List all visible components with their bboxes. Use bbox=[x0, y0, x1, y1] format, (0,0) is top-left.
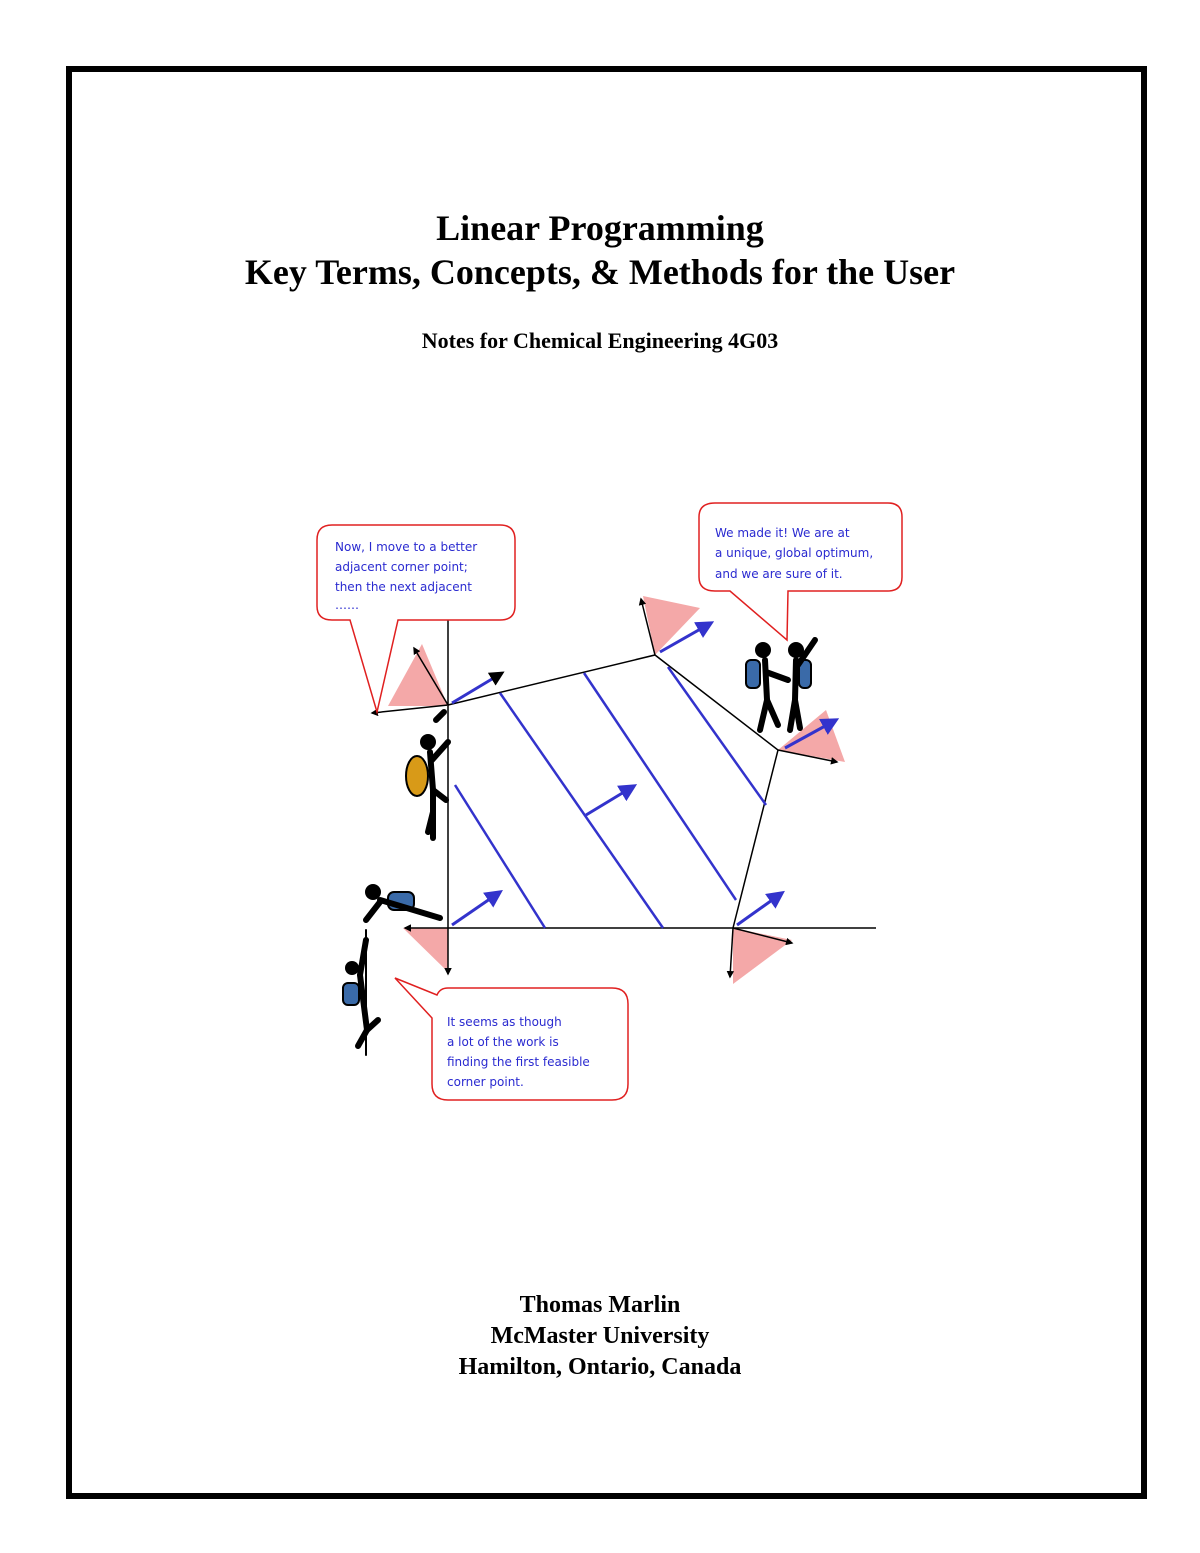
bubble-top-right-line-1: We made it! We are at bbox=[715, 526, 850, 540]
corner-triangles bbox=[388, 596, 845, 984]
bubble-top-left-line-2: adjacent corner point; bbox=[335, 560, 468, 574]
author-location: Hamilton, Ontario, Canada bbox=[458, 1354, 742, 1380]
bubble-bottom-line-4: corner point. bbox=[447, 1075, 524, 1089]
climbers-bottom bbox=[343, 884, 440, 1055]
title-line-1: Linear Programming bbox=[436, 208, 764, 248]
subtitle: Notes for Chemical Engineering 4G03 bbox=[421, 328, 779, 353]
bubble-bottom-line-2: a lot of the work is bbox=[447, 1035, 559, 1049]
bubble-top-left-line-1: Now, I move to a better bbox=[335, 540, 478, 554]
bubble-bottom-line-1: It seems as though bbox=[447, 1015, 562, 1029]
title-line-2: Key Terms, Concepts, & Methods for the User bbox=[244, 252, 956, 292]
author-name: Thomas Marlin bbox=[519, 1292, 681, 1318]
climbers-optimum bbox=[746, 640, 815, 730]
gradient-arrows bbox=[452, 623, 836, 925]
bubble-bottom-line-3: finding the first feasible bbox=[447, 1055, 590, 1069]
objective-contours bbox=[455, 667, 766, 928]
speech-bubble-top-right bbox=[699, 503, 902, 640]
bubble-top-left-line-3: then the next adjacent bbox=[335, 580, 472, 594]
bubble-top-left-line-4: …… bbox=[335, 598, 359, 612]
bubble-top-right-line-2: a unique, global optimum, bbox=[715, 546, 874, 560]
speech-bubble-bottom bbox=[395, 978, 628, 1100]
author-affiliation: McMaster University bbox=[490, 1323, 710, 1349]
climber-wall bbox=[406, 712, 448, 838]
bubble-top-right-line-3: and we are sure of it. bbox=[715, 567, 843, 581]
